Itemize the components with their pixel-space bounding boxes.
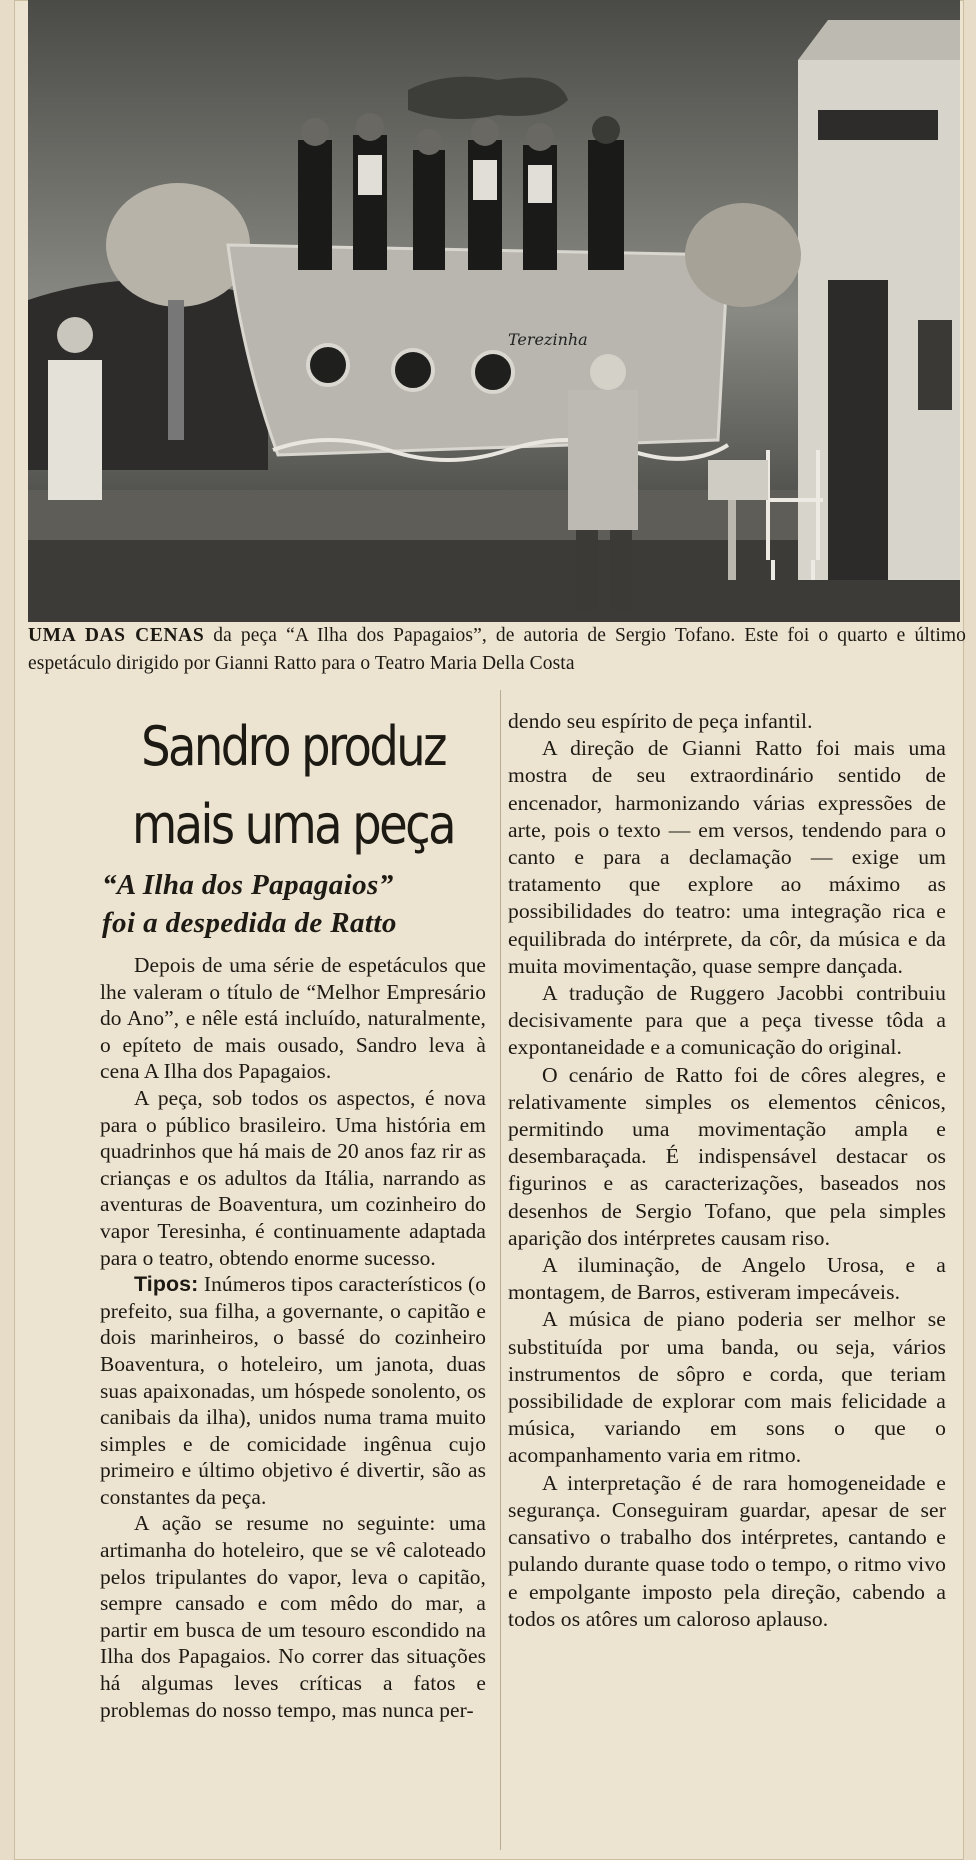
paragraph [100, 1085, 486, 1271]
paragraph [508, 1252, 946, 1306]
paragraph [508, 1306, 946, 1469]
paragraph-text: A direção de Gianni Ratto foi mais uma mostra de seu extraordinário sentido de encenador, harmonizando várias expressões de arte, pois o texto — em versos, tendendo para o canto e para a declamação — exige um tratamento que explore ao máximo as possibilidades do teatro: uma integração rica e equilibrada do intérprete, da côr, da música e da muita movimentação, quase sempre dançada. [508, 736, 946, 978]
paragraph [508, 1062, 946, 1252]
paragraph [100, 1510, 486, 1723]
paragraph-text: Depois de uma série de espetáculos que lhe valeram o título de “Melhor Empresário do Ano”, e nêle está incluído, naturalmente, o epíteto de mais ousado, Sandro leva à cena A Ilha dos Papagaios. [100, 953, 486, 1084]
subhead-line-1: “A Ilha dos Papagaios” [102, 869, 394, 901]
subheadline [102, 866, 486, 942]
paragraph-text: A interpretação é de rara homogeneidade e segurança. Conseguiram guardar, apesar de ser cansativo o trabalho dos intérpretes, cantando e pulando durante quase todo o tempo, o ritmo vivo e empolgante imposto pela direção, cabendo a todos os atôres um caloroso aplauso. [508, 1470, 946, 1631]
paragraph-text: A ação se resume no seguinte: uma artimanha do hoteleiro, que se vê caloteado pelos tripulantes do vapor, leva o capitão, sempre cansado e com mêdo do mar, a partir em busca de um tesouro escondido na Ilha dos Papagaios. No correr das situações há algumas leves críticas a fatos e problemas do nosso tempo, mas nunca per- [100, 1511, 486, 1722]
paragraph [508, 708, 946, 735]
paragraph-text: A iluminação, de Angelo Urosa, e a montagem, de Barros, estiveram impecáveis. [508, 1253, 946, 1305]
paragraph-text: A tradução de Ruggero Jacobbi contribuiu decisivamente para que a peça tivesse tôda a expontaneidade e a comunicação do original. [508, 981, 946, 1060]
paragraph [100, 952, 486, 1085]
caption-text: da peça “A Ilha dos Papagaios”, de autoria de Sergio Tofano. Este foi o quarto e último espetáculo dirigido por Gianni Ratto para o Teatro Maria Della Costa [28, 625, 966, 674]
photo-caption [28, 622, 966, 678]
column-divider [500, 690, 501, 1850]
headline-line-1: Sandro produz [141, 715, 445, 778]
subhead-line-2: foi a despedida de Ratto [102, 907, 397, 939]
headline [127, 708, 459, 864]
paragraph [508, 1470, 946, 1633]
paragraph [508, 735, 946, 980]
paragraph-text: O cenário de Ratto foi de côres alegres, e relativamente simples os elementos cênicos, permitindo uma movimentação ampla e desembaraçada. É indispensável destacar os figurinos e as caracterizações, baseados nos desenhos de Sergio Tofano, que pela simples aparição dos intérpretes causam riso. [508, 1062, 946, 1250]
article-right-column [508, 708, 946, 1633]
paragraph [508, 980, 946, 1062]
paragraph-text: dendo seu espírito de peça infantil. [508, 709, 813, 733]
paragraph-text: Inúmeros tipos característicos (o prefeito, sua filha, a governante, o capitão e dois marinheiros, o bassé do cozinheiro Boaventura, o hoteleiro, um janota, duas suas apaixonadas, um hóspede sonolento, os canibais da ilha), unidos numa trama muito simples e de comicidade ingênua cujo primeiro e último objetivo é divertir, são as constantes da peça. [100, 1272, 486, 1509]
paragraph-text: A peça, sob todos os aspectos, é nova para o público brasileiro. Uma história em quadrinhos que há mais de 20 anos faz rir as crianças e os adultos da Itália, narrando as aventuras de Boaventura, um cozinheiro do vapor Teresinha, é continuamente adaptada para o teatro, obtendo enorme sucesso. [100, 1085, 486, 1270]
headline-line-2: mais uma peça [132, 793, 454, 856]
paragraph-text: A música de piano poderia ser melhor se substituída por uma banda, ou seja, vários instrumentos de sôpro e corda, que teriam possibilidade de explorar com mais felicidade a música, variando em sons o que o acompanhamento varia em ritmo. [508, 1307, 946, 1468]
stage-scene-photo [28, 0, 960, 622]
article-left-column [100, 708, 486, 1723]
section-label: Tipos: [134, 1272, 199, 1297]
caption-lead: UMA DAS CENAS [28, 625, 205, 646]
paragraph [100, 1271, 486, 1510]
ship-name-label: Terezinha [508, 330, 588, 349]
